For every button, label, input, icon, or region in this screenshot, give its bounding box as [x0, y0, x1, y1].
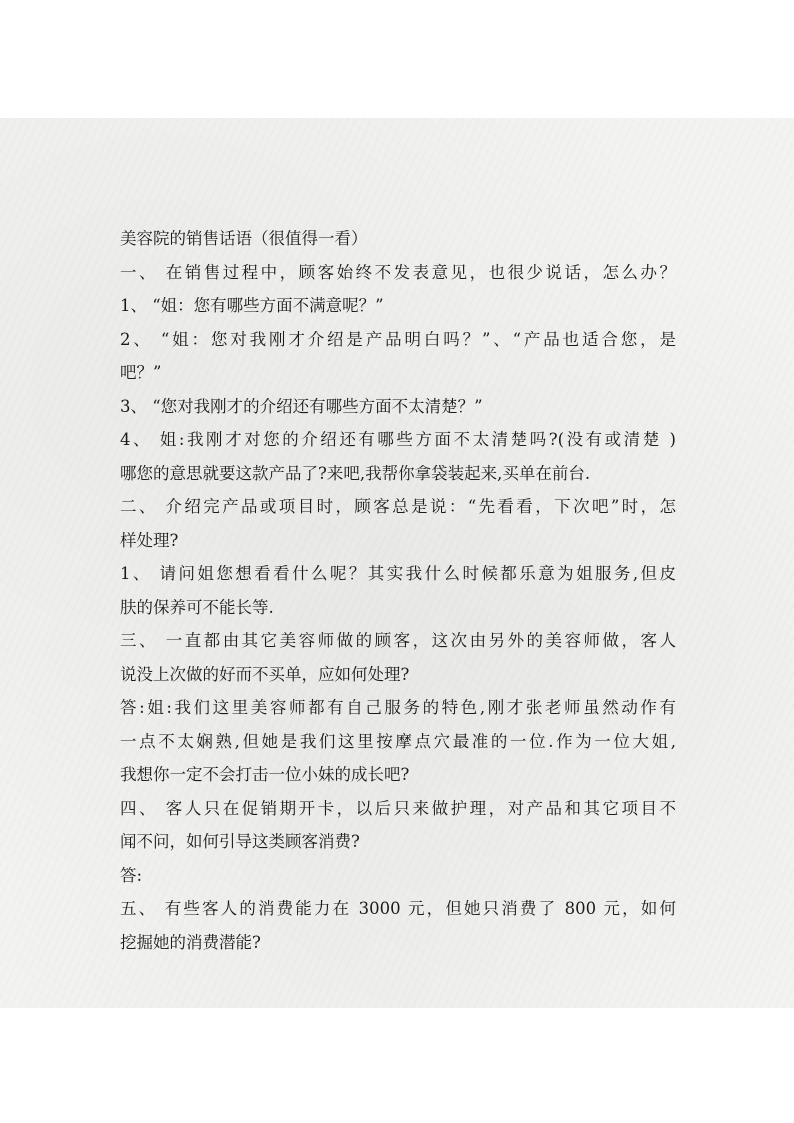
- document-title: 美容院的销售话语（很值得一看）: [120, 229, 368, 248]
- answer-1-1: 1、 “姐：您有哪些方面不满意呢？”: [120, 296, 384, 315]
- answer-3: 答:姐:我们这里美容师都有自己服务的特色,刚才张老师虽然动作有: [120, 698, 676, 717]
- paper-background: [0, 118, 794, 1008]
- answer-1-4: 4、 姐:我刚才对您的介绍还有哪些方面不太清楚吗?(没有或清楚 ): [120, 430, 676, 449]
- question-2-heading-cont: 样处理?: [120, 530, 179, 550]
- answer-3-cont-1: 一点不太娴熟,但她是我们这里按摩点穴最准的一位.作为一位大姐,: [120, 731, 676, 751]
- question-4-heading-cont: 闻不问，如何引导这类顾客消费?: [120, 832, 360, 851]
- question-3-heading-cont: 说没上次做的好而不买单，应如何处理?: [120, 664, 410, 684]
- answer-1-2: 2、 “姐：您对我刚才介绍是产品明白吗？”、“产品也适合您，是: [120, 329, 676, 349]
- answer-3-cont-2: 我想你一定不会打击一位小妹的成长吧?: [120, 765, 410, 784]
- question-5-heading-cont: 挖掘她的消费潜能?: [120, 932, 261, 952]
- answer-1-2-cont: 吧？”: [120, 363, 162, 382]
- answer-2-1-cont: 肤的保养可不能长等.: [120, 597, 274, 617]
- question-2-heading: 二、 介绍完产品或项目时，顾客总是说：“先看看，下次吧”时，怎: [120, 497, 676, 516]
- question-3-heading: 三、 一直都由其它美容师做的顾客，这次由另外的美容师做，客人: [120, 631, 676, 650]
- question-5-heading: 五、 有些客人的消费能力在 3000 元，但她只消费了 800 元，如何: [120, 899, 676, 918]
- answer-1-3: 3、 “您对我刚才的介绍还有哪些方面不太清楚？”: [120, 396, 483, 416]
- document-body: [120, 222, 676, 959]
- answer-4: 答:: [120, 865, 143, 885]
- question-1-heading: 一、 在销售过程中，顾客始终不发表意见，也很少说话，怎么办？: [120, 262, 676, 282]
- answer-2-1: 1、 请问姐您想看看什么呢？其实我什么时候都乐意为姐服务,但皮: [120, 564, 676, 583]
- question-4-heading: 四、 客人只在促销期开卡，以后只来做护理，对产品和其它项目不: [120, 798, 676, 818]
- answer-1-4-cont: 哪您的意思就要这款产品了?来吧,我帮你拿袋装起来,买单在前台.: [120, 463, 591, 483]
